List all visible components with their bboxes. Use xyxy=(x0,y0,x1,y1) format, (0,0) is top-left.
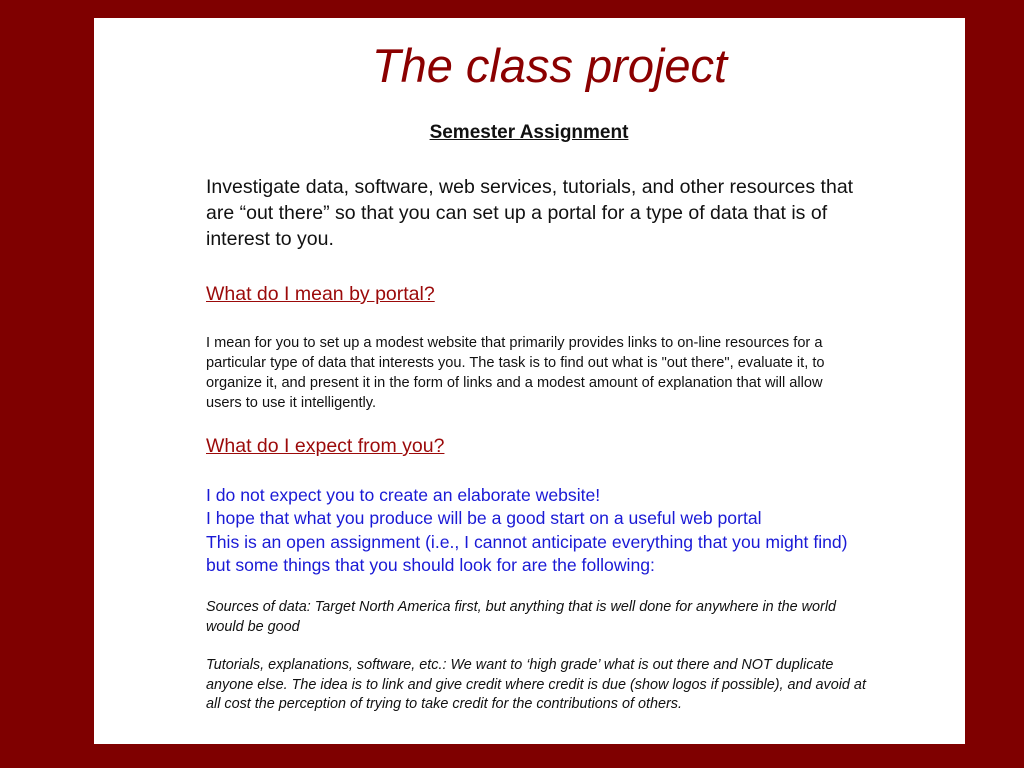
slide-panel xyxy=(94,18,965,744)
section-body-portal: I mean for you to set up a modest website that primarily provides links to on-line resources for a particular type of data that interests you. The task is to find out what is "out there", evaluate it, to organize it, and present it in the form of links and a modest amount of explanation that will allow users to use it intelligently. xyxy=(206,335,825,411)
note-tutorials: Tutorials, explanations, software, etc.: We want to ‘high grade’ what is out there and NOT duplicate anyone else. The idea is to link and give credit where credit is due (show logos if possible), and avoid at all cost the perception of trying to take credit for the contributions of others. xyxy=(206,657,866,712)
section-heading-portal: What do I mean by portal? xyxy=(206,283,435,305)
document-heading: Semester Assignment xyxy=(429,122,629,143)
expectation-line: This is an open assignment (i.e., I cannot anticipate everything that you might find) but some things that you should look for are the following: xyxy=(206,531,848,575)
note-sources: Sources of data: Target North America first, but anything that is well done for anywhere in the world would be good xyxy=(206,599,837,635)
intro-paragraph: Investigate data, software, web services, tutorials, and other resources that are “out there” so that you can set up a portal for a type of data that is of interest to you. xyxy=(206,176,854,250)
expectations-list xyxy=(206,484,856,577)
slide-title: The class project xyxy=(371,39,728,92)
expectation-line: I hope that what you produce will be a good start on a useful web portal xyxy=(206,508,762,529)
section-heading-expectations: What do I expect from you? xyxy=(206,435,445,457)
expectation-line: I do not expect you to create an elaborate website! xyxy=(206,485,601,505)
